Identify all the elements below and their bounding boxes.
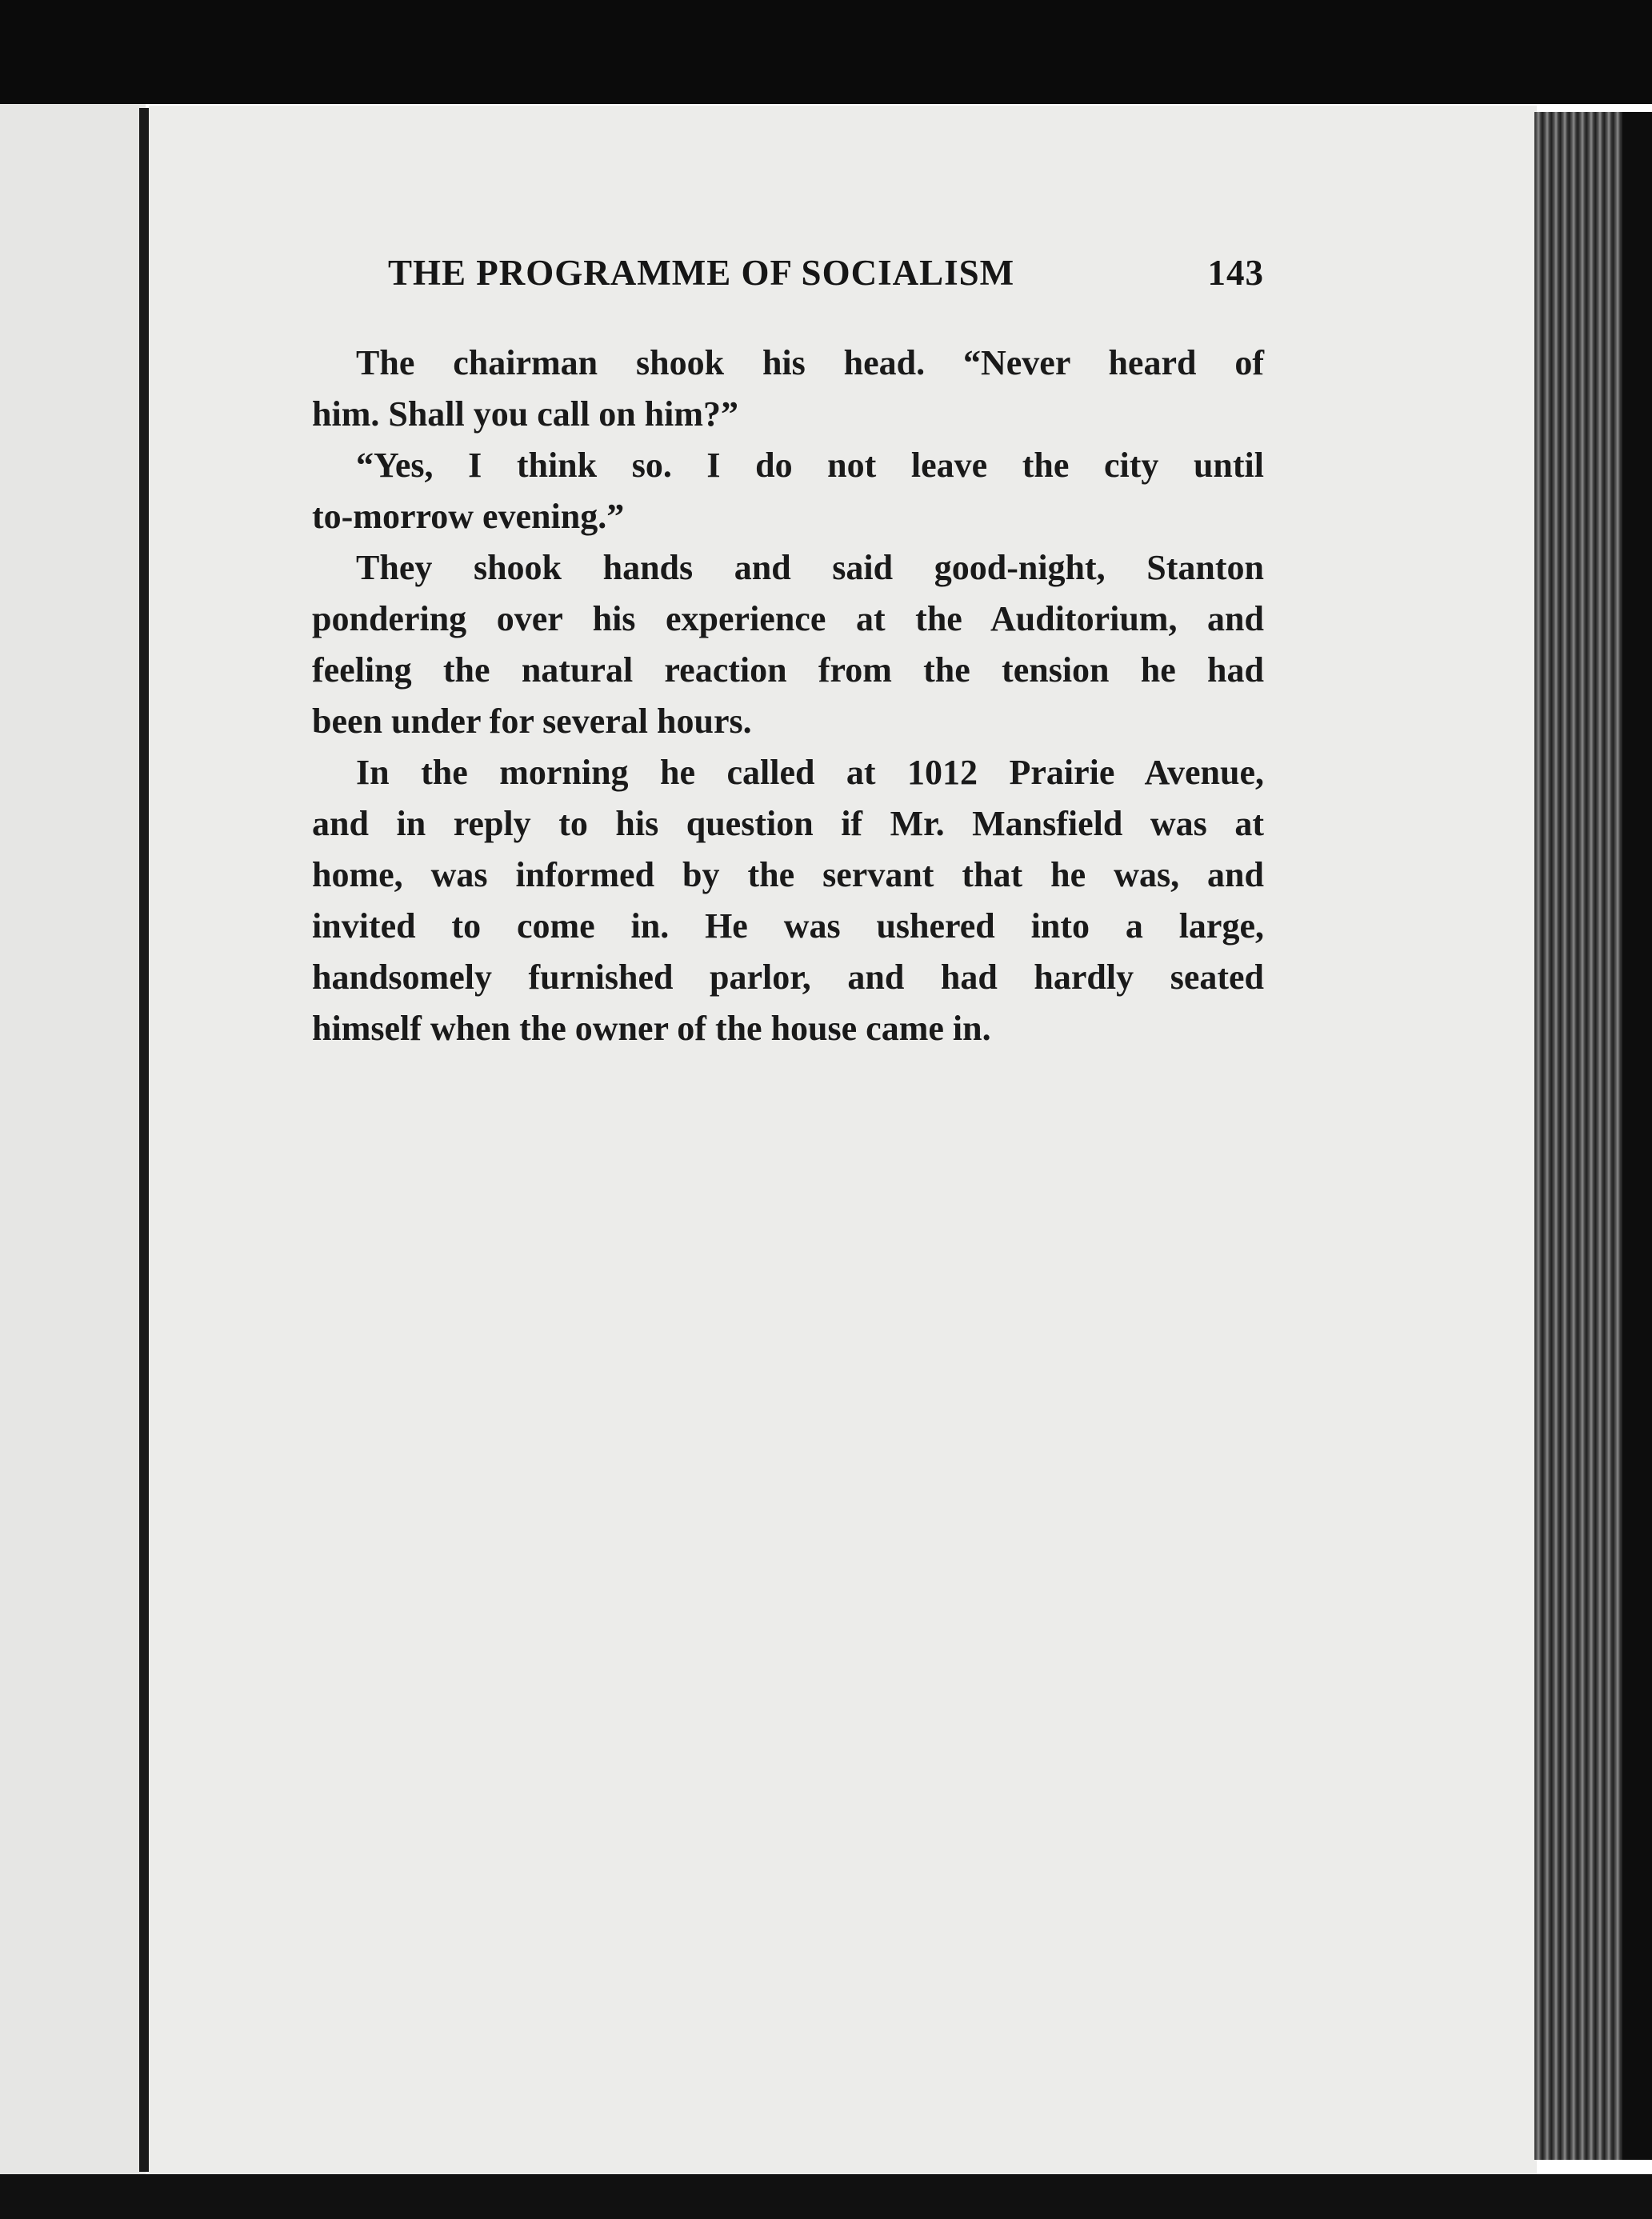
running-head-title: THE PROGRAMME OF SOCIALISM xyxy=(388,253,1015,293)
body-text xyxy=(312,338,1264,1054)
scan-top-border xyxy=(0,0,1652,104)
text-line: and in reply to his question if Mr. Mansfield was at xyxy=(312,804,1264,843)
text-line: feeling the natural reaction from the tension he had xyxy=(312,650,1264,690)
text-line: himself when the owner of the house came in. xyxy=(312,1009,991,1048)
text-line: handsomely furnished parlor, and had hardly seated xyxy=(312,958,1264,997)
running-head xyxy=(388,252,1264,300)
text-line: invited to come in. He was ushered into a large, xyxy=(312,906,1264,946)
text-line: to-morrow evening.” xyxy=(312,497,625,536)
text-line: In the morning he called at 1012 Prairie Avenue, xyxy=(356,753,1264,792)
scan-bottom-border xyxy=(0,2174,1652,2219)
text-line: The chairman shook his head. “Never heard of xyxy=(356,343,1264,382)
text-line: been under for several hours. xyxy=(312,702,752,741)
book-gutter xyxy=(139,108,149,2172)
page-number: 143 xyxy=(1207,253,1264,293)
text-line: him. Shall you call on him?” xyxy=(312,394,739,434)
text-line: “Yes, I think so. I do not leave the city until xyxy=(356,446,1264,485)
text-line: home, was informed by the servant that he was, and xyxy=(312,855,1264,894)
page-block-edges xyxy=(1534,112,1624,2160)
text-line: They shook hands and said good-night, Stanton xyxy=(356,548,1264,587)
scan-right-border xyxy=(1622,112,1652,2160)
text-line: pondering over his experience at the Auditorium, and xyxy=(312,599,1264,638)
facing-page-edge xyxy=(0,104,146,2176)
